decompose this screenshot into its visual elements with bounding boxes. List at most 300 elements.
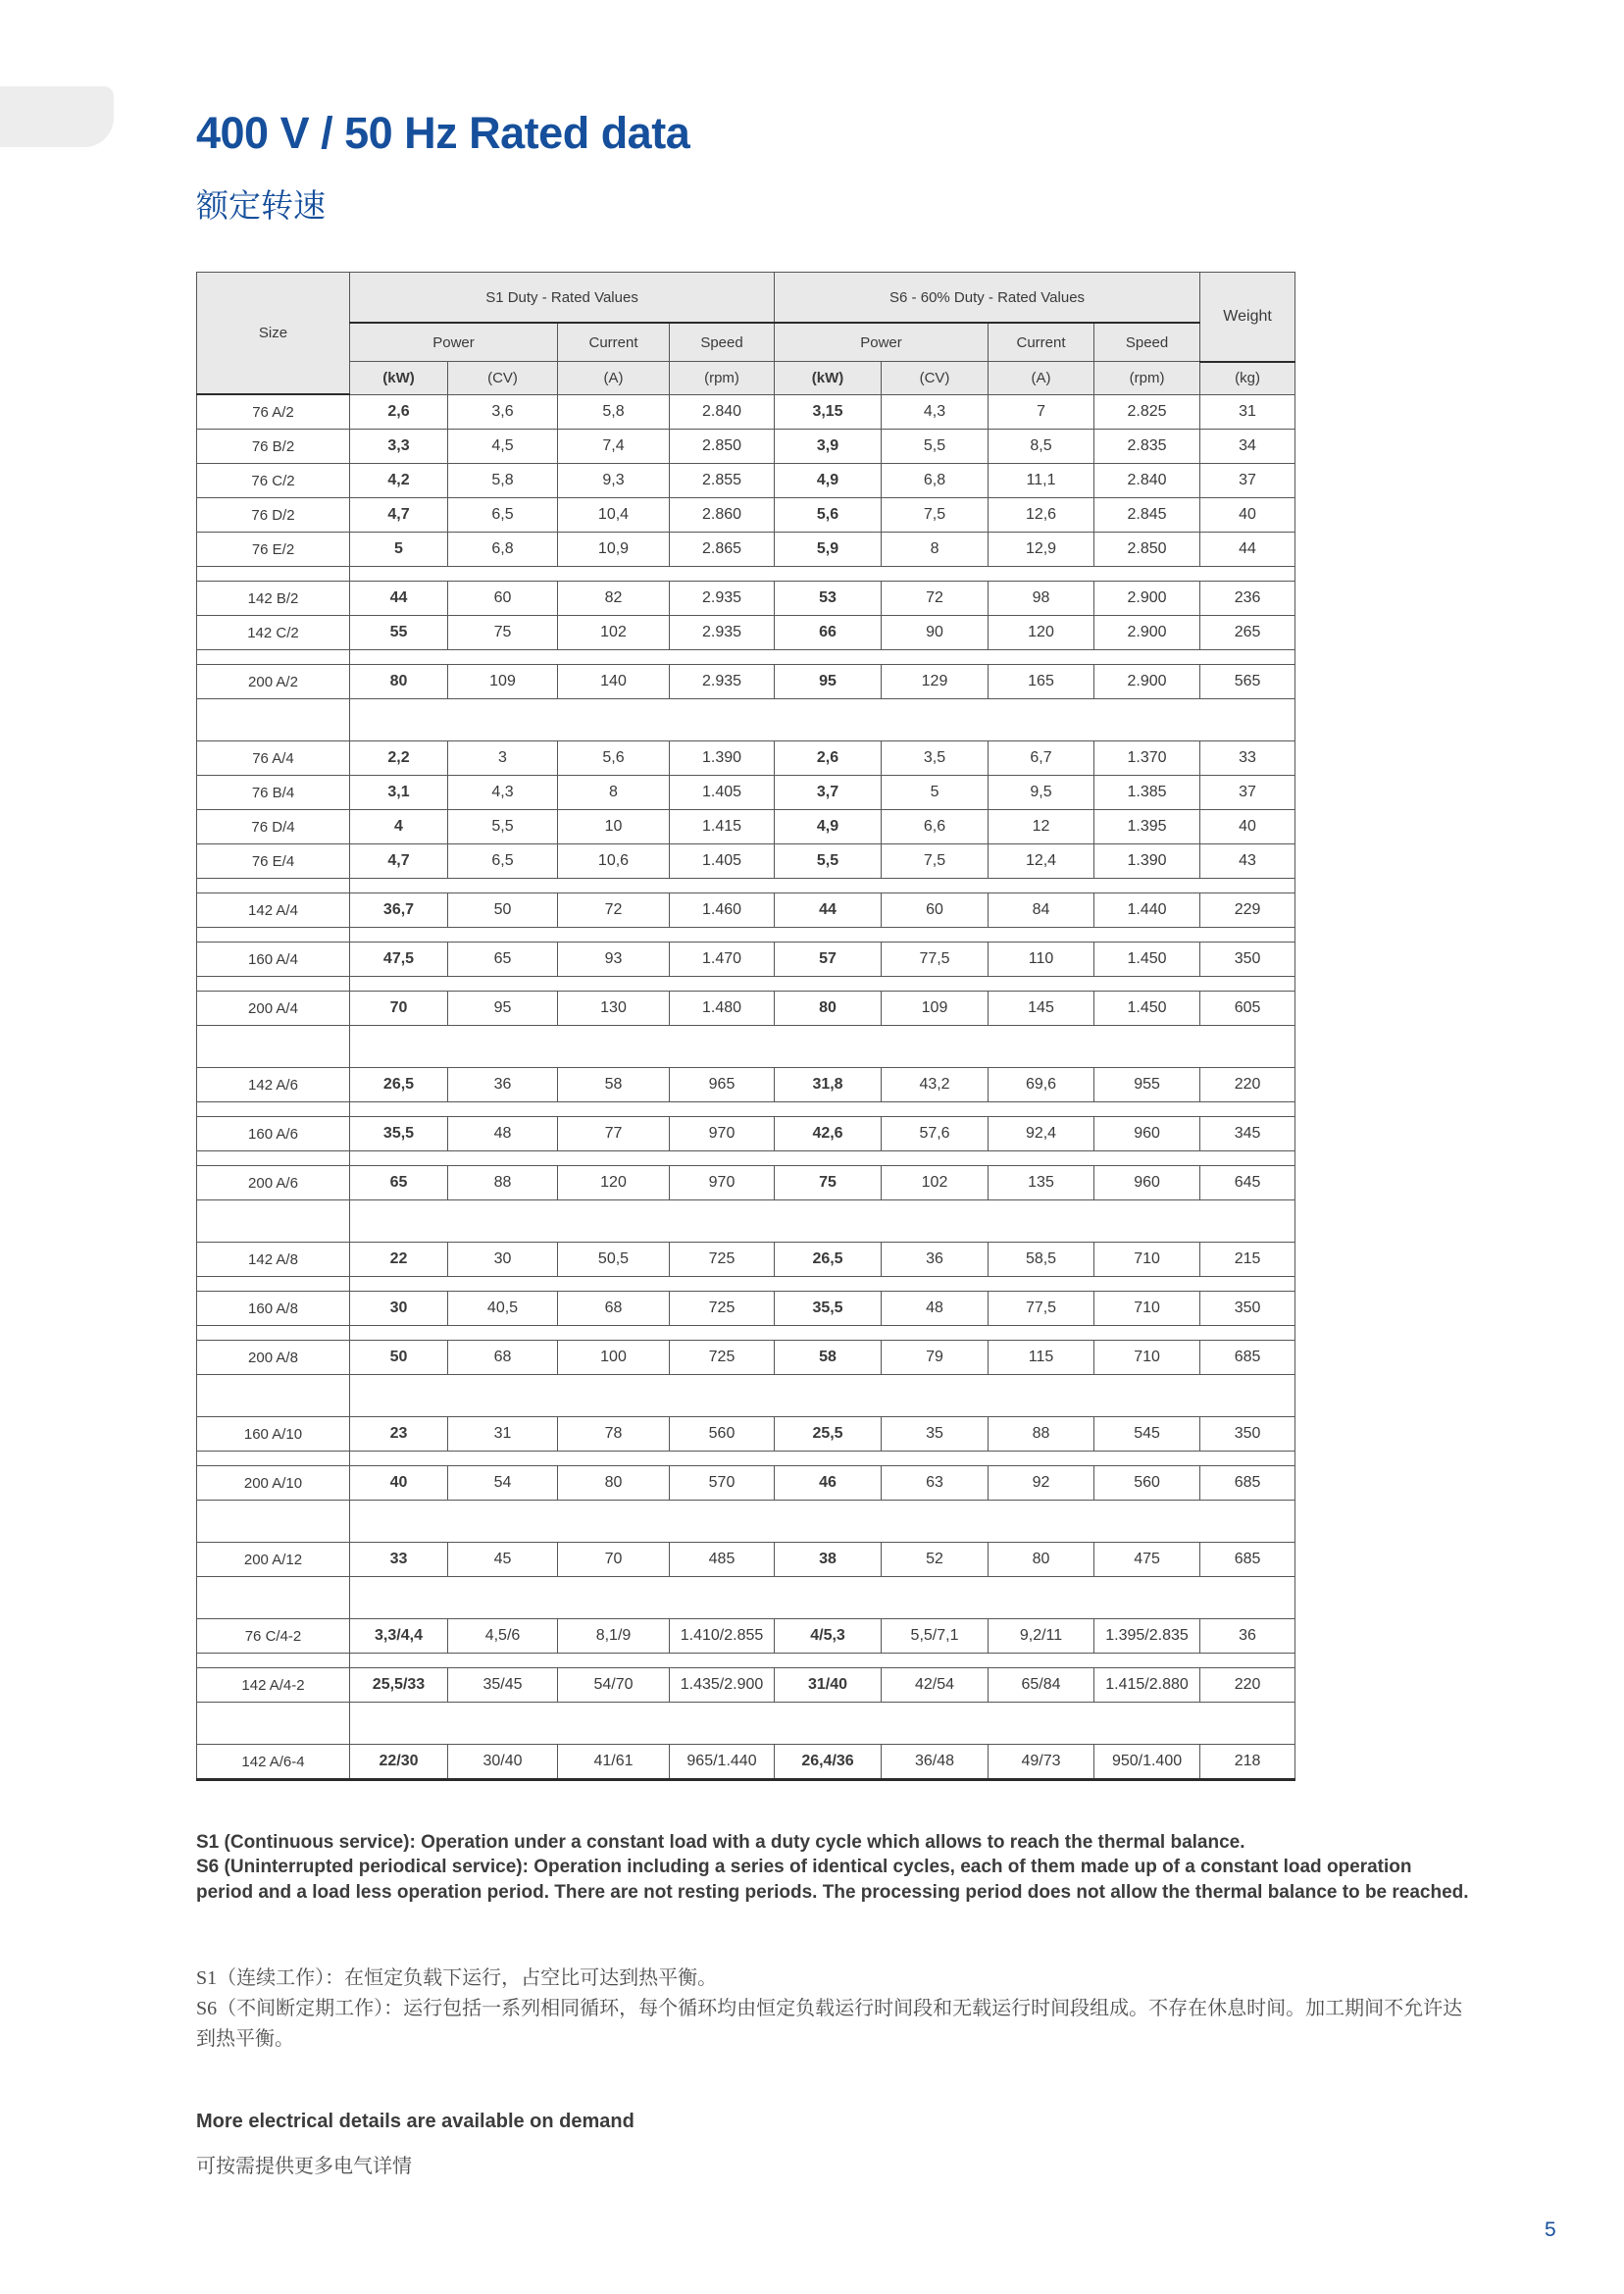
value-cell: 9,3 — [558, 464, 670, 498]
table-row — [197, 1543, 1295, 1577]
value-cell: 5,5 — [448, 810, 558, 844]
weight-cell: 565 — [1200, 665, 1295, 699]
more-details-chinese: 可按需提供更多电气详情 — [196, 2156, 412, 2177]
table-row — [197, 665, 1295, 699]
table-row — [197, 1466, 1295, 1501]
table-row — [197, 582, 1295, 616]
value-cell: 1.480 — [670, 992, 775, 1026]
table-body — [197, 394, 1295, 1780]
value-cell: 69,6 — [989, 1068, 1094, 1102]
value-cell: 82 — [558, 582, 670, 616]
separator-size-cell — [197, 1703, 350, 1745]
value-cell: 2.860 — [670, 498, 775, 533]
value-cell: 68 — [558, 1292, 670, 1326]
value-cell: 40 — [350, 1466, 448, 1501]
value-cell: 54/70 — [558, 1668, 670, 1703]
value-cell: 8 — [558, 776, 670, 810]
table-row — [197, 1068, 1295, 1102]
value-cell: 38 — [775, 1543, 882, 1577]
value-cell: 77,5 — [882, 943, 989, 977]
value-cell: 90 — [882, 616, 989, 650]
separator-cell — [350, 1277, 1295, 1292]
value-cell: 65 — [448, 943, 558, 977]
col-header-weight: Weight — [1200, 273, 1295, 362]
value-cell: 88 — [448, 1166, 558, 1200]
value-cell: 5,5/7,1 — [882, 1619, 989, 1654]
page-title: 400 V / 50 Hz Rated data — [196, 108, 690, 158]
note-s1-zh: S1（连续工作）：在恒定负载下运行，占空比可达到热平衡。 — [196, 1967, 718, 1989]
separator-row — [197, 699, 1295, 741]
value-cell: 109 — [448, 665, 558, 699]
size-cell: 76 C/4-2 — [197, 1619, 350, 1654]
separator-row — [197, 650, 1295, 665]
value-cell: 1.450 — [1094, 943, 1200, 977]
value-cell: 2.865 — [670, 533, 775, 567]
value-cell: 965 — [670, 1068, 775, 1102]
value-cell: 98 — [989, 582, 1094, 616]
weight-cell: 36 — [1200, 1619, 1295, 1654]
value-cell: 25,5 — [775, 1417, 882, 1452]
value-cell: 50 — [448, 893, 558, 928]
value-cell: 710 — [1094, 1292, 1200, 1326]
value-cell: 2,6 — [350, 394, 448, 430]
value-cell: 1.450 — [1094, 992, 1200, 1026]
separator-row — [197, 1452, 1295, 1466]
separator-cell — [350, 977, 1295, 992]
value-cell: 5,6 — [558, 741, 670, 776]
col-header-s1-power: Power — [350, 323, 558, 362]
separator-row — [197, 567, 1295, 582]
separator-size-cell — [197, 1375, 350, 1417]
value-cell: 12,4 — [989, 844, 1094, 879]
value-cell: 102 — [558, 616, 670, 650]
value-cell: 725 — [670, 1292, 775, 1326]
value-cell: 102 — [882, 1166, 989, 1200]
separator-cell — [350, 650, 1295, 665]
value-cell: 1.395/2.835 — [1094, 1619, 1200, 1654]
value-cell: 2.850 — [670, 430, 775, 464]
value-cell: 26,5 — [775, 1243, 882, 1277]
separator-cell — [350, 1026, 1295, 1068]
table-header — [197, 273, 1295, 395]
value-cell: 48 — [448, 1117, 558, 1151]
size-cell: 200 A/6 — [197, 1166, 350, 1200]
value-cell: 2.900 — [1094, 665, 1200, 699]
separator-cell — [350, 1501, 1295, 1543]
size-cell: 142 A/8 — [197, 1243, 350, 1277]
value-cell: 33 — [350, 1543, 448, 1577]
separator-row — [197, 1375, 1295, 1417]
value-cell: 135 — [989, 1166, 1094, 1200]
separator-row — [197, 928, 1295, 943]
value-cell: 12,9 — [989, 533, 1094, 567]
value-cell: 30 — [448, 1243, 558, 1277]
value-cell: 50 — [350, 1341, 448, 1375]
value-cell: 725 — [670, 1243, 775, 1277]
separator-size-cell — [197, 1501, 350, 1543]
table-row — [197, 893, 1295, 928]
value-cell: 53 — [775, 582, 882, 616]
separator-cell — [350, 1703, 1295, 1745]
value-cell: 25,5/33 — [350, 1668, 448, 1703]
value-cell: 4,3 — [448, 776, 558, 810]
value-cell: 23 — [350, 1417, 448, 1452]
value-cell: 570 — [670, 1466, 775, 1501]
value-cell: 22 — [350, 1243, 448, 1277]
value-cell: 5,8 — [558, 394, 670, 430]
separator-row — [197, 1501, 1295, 1543]
table-row — [197, 844, 1295, 879]
value-cell: 35,5 — [350, 1117, 448, 1151]
value-cell: 80 — [558, 1466, 670, 1501]
value-cell: 710 — [1094, 1341, 1200, 1375]
unit-weight-kg: (kg) — [1200, 362, 1295, 395]
separator-row — [197, 1102, 1295, 1117]
value-cell: 3,9 — [775, 430, 882, 464]
duty-notes-english — [196, 1830, 1471, 1905]
table-row — [197, 741, 1295, 776]
weight-cell: 685 — [1200, 1341, 1295, 1375]
value-cell: 57 — [775, 943, 882, 977]
value-cell: 3 — [448, 741, 558, 776]
unit-s1-kw: (kW) — [350, 362, 448, 395]
separator-size-cell — [197, 1326, 350, 1341]
value-cell: 1.405 — [670, 776, 775, 810]
unit-s6-kw: (kW) — [775, 362, 882, 395]
table-row — [197, 810, 1295, 844]
value-cell: 26,4/36 — [775, 1745, 882, 1780]
value-cell: 100 — [558, 1341, 670, 1375]
header-row-quantities — [197, 323, 1295, 362]
value-cell: 960 — [1094, 1166, 1200, 1200]
table-row — [197, 616, 1295, 650]
separator-cell — [350, 699, 1295, 741]
value-cell: 60 — [448, 582, 558, 616]
value-cell: 95 — [775, 665, 882, 699]
value-cell: 8 — [882, 533, 989, 567]
value-cell: 1.395 — [1094, 810, 1200, 844]
value-cell: 22/30 — [350, 1745, 448, 1780]
table-row — [197, 533, 1295, 567]
value-cell: 4 — [350, 810, 448, 844]
header-row-groups — [197, 273, 1295, 324]
weight-cell: 685 — [1200, 1543, 1295, 1577]
value-cell: 4,7 — [350, 844, 448, 879]
separator-cell — [350, 1654, 1295, 1668]
note-s6-en: S6 (Uninterrupted periodical service): Operation including a series of identical cycles, each of them made up of a constant load operation period and a load less operation period. There are not resting periods. The processing period does not allow the thermal balance to be reached. — [196, 1857, 1469, 1903]
col-group-s1: S1 Duty - Rated Values — [350, 273, 775, 324]
value-cell: 36 — [882, 1243, 989, 1277]
value-cell: 31 — [448, 1417, 558, 1452]
value-cell: 140 — [558, 665, 670, 699]
note-s1-en: S1 (Continuous service): Operation under a constant load with a duty cycle which allows to reach the thermal balance. — [196, 1832, 1245, 1853]
weight-cell: 44 — [1200, 533, 1295, 567]
table-row — [197, 464, 1295, 498]
page-number: 5 — [1545, 2218, 1556, 2241]
value-cell: 1.435/2.900 — [670, 1668, 775, 1703]
value-cell: 4,9 — [775, 464, 882, 498]
separator-size-cell — [197, 1654, 350, 1668]
separator-row — [197, 879, 1295, 893]
table-row — [197, 394, 1295, 430]
value-cell: 5,5 — [775, 844, 882, 879]
value-cell: 7,5 — [882, 498, 989, 533]
weight-cell: 33 — [1200, 741, 1295, 776]
value-cell: 1.405 — [670, 844, 775, 879]
weight-cell: 40 — [1200, 498, 1295, 533]
value-cell: 11,1 — [989, 464, 1094, 498]
value-cell: 3,3/4,4 — [350, 1619, 448, 1654]
value-cell: 9,5 — [989, 776, 1094, 810]
size-cell: 200 A/12 — [197, 1543, 350, 1577]
separator-size-cell — [197, 1452, 350, 1466]
size-cell: 76 E/2 — [197, 533, 350, 567]
value-cell: 3,1 — [350, 776, 448, 810]
table-row — [197, 1341, 1295, 1375]
weight-cell: 220 — [1200, 1668, 1295, 1703]
table-row — [197, 1668, 1295, 1703]
value-cell: 54 — [448, 1466, 558, 1501]
value-cell: 5 — [350, 533, 448, 567]
separator-row — [197, 1151, 1295, 1166]
size-cell: 76 C/2 — [197, 464, 350, 498]
value-cell: 1.410/2.855 — [670, 1619, 775, 1654]
value-cell: 65 — [350, 1166, 448, 1200]
value-cell: 41/61 — [558, 1745, 670, 1780]
weight-cell: 215 — [1200, 1243, 1295, 1277]
value-cell: 10,4 — [558, 498, 670, 533]
value-cell: 560 — [670, 1417, 775, 1452]
table-row — [197, 430, 1295, 464]
value-cell: 120 — [558, 1166, 670, 1200]
value-cell: 75 — [448, 616, 558, 650]
table-row — [197, 943, 1295, 977]
value-cell: 52 — [882, 1543, 989, 1577]
value-cell: 6,6 — [882, 810, 989, 844]
value-cell: 2.840 — [670, 394, 775, 430]
separator-row — [197, 1654, 1295, 1668]
value-cell: 560 — [1094, 1466, 1200, 1501]
value-cell: 110 — [989, 943, 1094, 977]
value-cell: 31/40 — [775, 1668, 882, 1703]
value-cell: 4/5,3 — [775, 1619, 882, 1654]
value-cell: 80 — [989, 1543, 1094, 1577]
unit-s1-cv: (CV) — [448, 362, 558, 395]
size-cell: 142 A/4-2 — [197, 1668, 350, 1703]
value-cell: 710 — [1094, 1243, 1200, 1277]
value-cell: 57,6 — [882, 1117, 989, 1151]
separator-size-cell — [197, 1102, 350, 1117]
table-row — [197, 1166, 1295, 1200]
value-cell: 3,6 — [448, 394, 558, 430]
col-header-s6-speed: Speed — [1094, 323, 1200, 362]
value-cell: 1.415/2.880 — [1094, 1668, 1200, 1703]
value-cell: 58,5 — [989, 1243, 1094, 1277]
value-cell: 40,5 — [448, 1292, 558, 1326]
value-cell: 950/1.400 — [1094, 1745, 1200, 1780]
value-cell: 80 — [775, 992, 882, 1026]
size-cell: 200 A/4 — [197, 992, 350, 1026]
value-cell: 3,15 — [775, 394, 882, 430]
value-cell: 95 — [448, 992, 558, 1026]
value-cell: 955 — [1094, 1068, 1200, 1102]
value-cell: 46 — [775, 1466, 882, 1501]
value-cell: 5 — [882, 776, 989, 810]
value-cell: 7,5 — [882, 844, 989, 879]
separator-size-cell — [197, 1577, 350, 1619]
value-cell: 36/48 — [882, 1745, 989, 1780]
separator-cell — [350, 1151, 1295, 1166]
value-cell: 42/54 — [882, 1668, 989, 1703]
value-cell: 92 — [989, 1466, 1094, 1501]
size-cell: 76 B/2 — [197, 430, 350, 464]
weight-cell: 34 — [1200, 430, 1295, 464]
value-cell: 43,2 — [882, 1068, 989, 1102]
weight-cell: 43 — [1200, 844, 1295, 879]
rated-data-table — [196, 272, 1295, 1781]
value-cell: 3,5 — [882, 741, 989, 776]
value-cell: 120 — [989, 616, 1094, 650]
table-row — [197, 498, 1295, 533]
separator-row — [197, 977, 1295, 992]
size-cell: 142 B/2 — [197, 582, 350, 616]
value-cell: 35 — [882, 1417, 989, 1452]
weight-cell: 220 — [1200, 1068, 1295, 1102]
value-cell: 7,4 — [558, 430, 670, 464]
table-row — [197, 1417, 1295, 1452]
unit-s6-a: (A) — [989, 362, 1094, 395]
value-cell: 36 — [448, 1068, 558, 1102]
value-cell: 1.390 — [670, 741, 775, 776]
value-cell: 36,7 — [350, 893, 448, 928]
value-cell: 1.385 — [1094, 776, 1200, 810]
value-cell: 1.390 — [1094, 844, 1200, 879]
value-cell: 68 — [448, 1341, 558, 1375]
value-cell: 70 — [350, 992, 448, 1026]
separator-row — [197, 1577, 1295, 1619]
size-cell: 160 A/4 — [197, 943, 350, 977]
value-cell: 93 — [558, 943, 670, 977]
value-cell: 2.850 — [1094, 533, 1200, 567]
separator-size-cell — [197, 1026, 350, 1068]
size-cell: 160 A/8 — [197, 1292, 350, 1326]
value-cell: 2,2 — [350, 741, 448, 776]
value-cell: 31,8 — [775, 1068, 882, 1102]
size-cell: 142 A/6-4 — [197, 1745, 350, 1780]
value-cell: 3,3 — [350, 430, 448, 464]
value-cell: 65/84 — [989, 1668, 1094, 1703]
value-cell: 4,5 — [448, 430, 558, 464]
note-s6-zh: S6（不间断定期工作）：运行包括一系列相同循环，每个循环均由恒定负载运行时间段和无载运行时间段组成。不存在休息时间。加工期间不允许达到热平衡。 — [196, 1998, 1463, 2050]
value-cell: 35/45 — [448, 1668, 558, 1703]
value-cell: 115 — [989, 1341, 1094, 1375]
separator-row — [197, 1277, 1295, 1292]
value-cell: 78 — [558, 1417, 670, 1452]
value-cell: 49/73 — [989, 1745, 1094, 1780]
separator-size-cell — [197, 1200, 350, 1243]
weight-cell: 685 — [1200, 1466, 1295, 1501]
separator-row — [197, 1326, 1295, 1341]
table-row — [197, 1243, 1295, 1277]
size-cell: 76 E/4 — [197, 844, 350, 879]
separator-size-cell — [197, 699, 350, 741]
table-row — [197, 1117, 1295, 1151]
weight-cell: 37 — [1200, 464, 1295, 498]
separator-cell — [350, 1200, 1295, 1243]
value-cell: 4,9 — [775, 810, 882, 844]
value-cell: 58 — [775, 1341, 882, 1375]
value-cell: 165 — [989, 665, 1094, 699]
value-cell: 485 — [670, 1543, 775, 1577]
separator-cell — [350, 567, 1295, 582]
weight-cell: 37 — [1200, 776, 1295, 810]
value-cell: 70 — [558, 1543, 670, 1577]
value-cell: 4,7 — [350, 498, 448, 533]
value-cell: 8,5 — [989, 430, 1094, 464]
col-header-s1-current: Current — [558, 323, 670, 362]
size-cell: 200 A/2 — [197, 665, 350, 699]
weight-cell: 605 — [1200, 992, 1295, 1026]
value-cell: 47,5 — [350, 943, 448, 977]
weight-cell: 229 — [1200, 893, 1295, 928]
value-cell: 1.460 — [670, 893, 775, 928]
value-cell: 72 — [882, 582, 989, 616]
size-cell: 142 A/4 — [197, 893, 350, 928]
value-cell: 5,9 — [775, 533, 882, 567]
value-cell: 2.840 — [1094, 464, 1200, 498]
value-cell: 960 — [1094, 1117, 1200, 1151]
separator-cell — [350, 1375, 1295, 1417]
separator-cell — [350, 1102, 1295, 1117]
value-cell: 5,6 — [775, 498, 882, 533]
value-cell: 2.935 — [670, 582, 775, 616]
value-cell: 7 — [989, 394, 1094, 430]
col-header-s1-speed: Speed — [670, 323, 775, 362]
value-cell: 5,8 — [448, 464, 558, 498]
size-cell: 142 A/6 — [197, 1068, 350, 1102]
value-cell: 72 — [558, 893, 670, 928]
value-cell: 109 — [882, 992, 989, 1026]
value-cell: 77 — [558, 1117, 670, 1151]
unit-s1-a: (A) — [558, 362, 670, 395]
value-cell: 2.900 — [1094, 616, 1200, 650]
value-cell: 77,5 — [989, 1292, 1094, 1326]
value-cell: 1.415 — [670, 810, 775, 844]
header-row-units — [197, 362, 1295, 395]
separator-cell — [350, 928, 1295, 943]
table-row — [197, 1292, 1295, 1326]
value-cell: 9,2/11 — [989, 1619, 1094, 1654]
page-subtitle-chinese: 额定转速 — [196, 189, 326, 225]
value-cell: 35,5 — [775, 1292, 882, 1326]
value-cell: 2.935 — [670, 616, 775, 650]
separator-size-cell — [197, 1277, 350, 1292]
value-cell: 84 — [989, 893, 1094, 928]
value-cell: 6,8 — [882, 464, 989, 498]
duty-notes-chinese — [196, 1963, 1471, 2055]
value-cell: 145 — [989, 992, 1094, 1026]
value-cell: 6,5 — [448, 498, 558, 533]
value-cell: 92,4 — [989, 1117, 1094, 1151]
more-details-english: More electrical details are available on demand — [196, 2111, 634, 2132]
value-cell: 4,2 — [350, 464, 448, 498]
value-cell: 5,5 — [882, 430, 989, 464]
value-cell: 2.855 — [670, 464, 775, 498]
value-cell: 10 — [558, 810, 670, 844]
unit-s6-cv: (CV) — [882, 362, 989, 395]
unit-s1-rpm: (rpm) — [670, 362, 775, 395]
value-cell: 130 — [558, 992, 670, 1026]
